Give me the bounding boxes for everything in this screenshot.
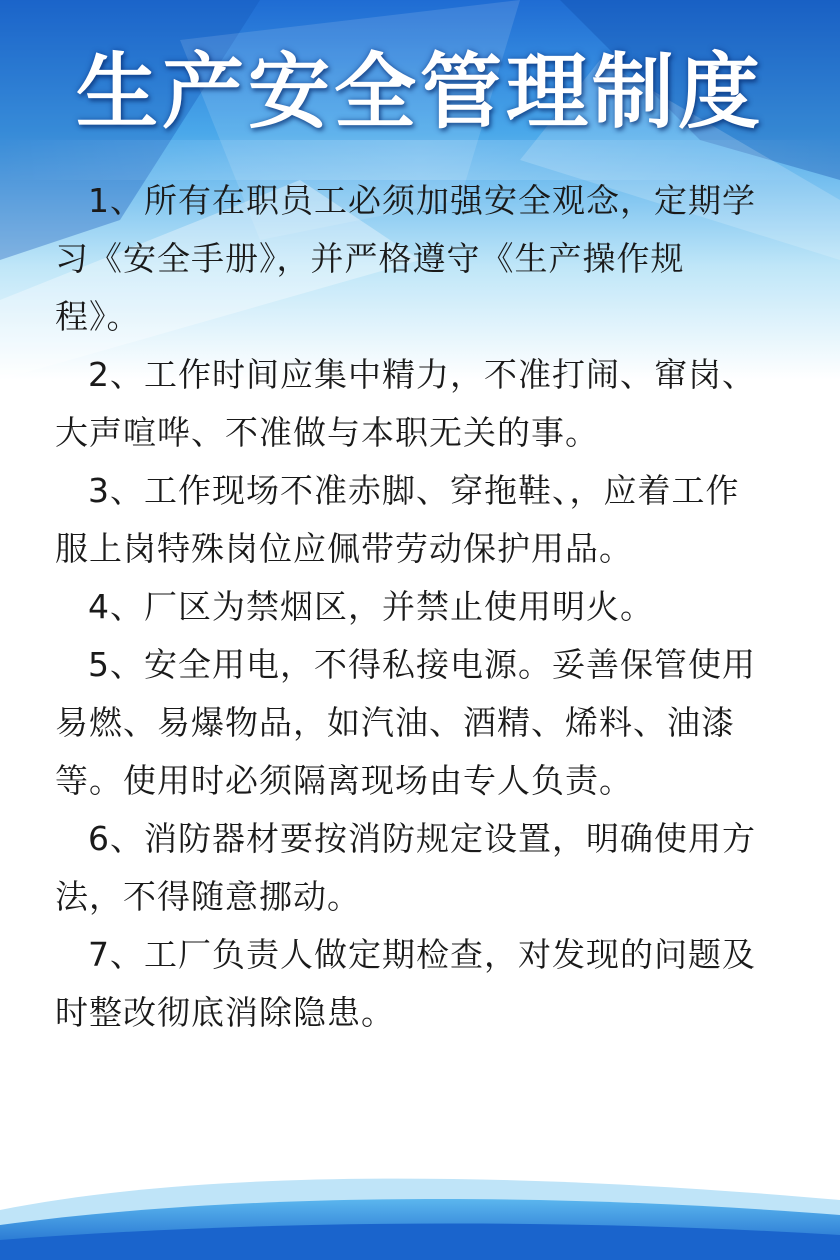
footer-wave <box>0 1140 840 1260</box>
rule-item-7: 7、工厂负责人做定期检查，对发现的问题及时整改彻底消除隐患。 <box>55 935 756 1032</box>
rule-item-2: 2、工作时间应集中精力，不准打闹、窜岗、大声喧哗、不准做与本职无关的事。 <box>55 355 756 452</box>
rule-item-1: 1、所有在职员工必须加强安全观念，定期学习《安全手册》，并严格遵守《生产操作规程》。 <box>55 181 756 336</box>
rules-list <box>55 172 767 1042</box>
rule-item-3: 3、工作现场不准赤脚、穿拖鞋、，应着工作服上岗特殊岗位应佩带劳动保护用品。 <box>55 471 740 568</box>
rule-item-4: 4、厂区为禁烟区，并禁止使用明火。 <box>88 587 654 626</box>
rule-item-6: 6、消防器材要按消防规定设置，明确使用方法，不得随意挪动。 <box>55 819 756 916</box>
page-title: 生产安全管理制度 <box>75 45 764 140</box>
rule-item-5: 5、安全用电，不得私接电源。妥善保管使用易燃、易爆物品，如汽油、酒精、烯料、油漆等。使用时必须隔离现场由专人负责。 <box>55 645 756 800</box>
